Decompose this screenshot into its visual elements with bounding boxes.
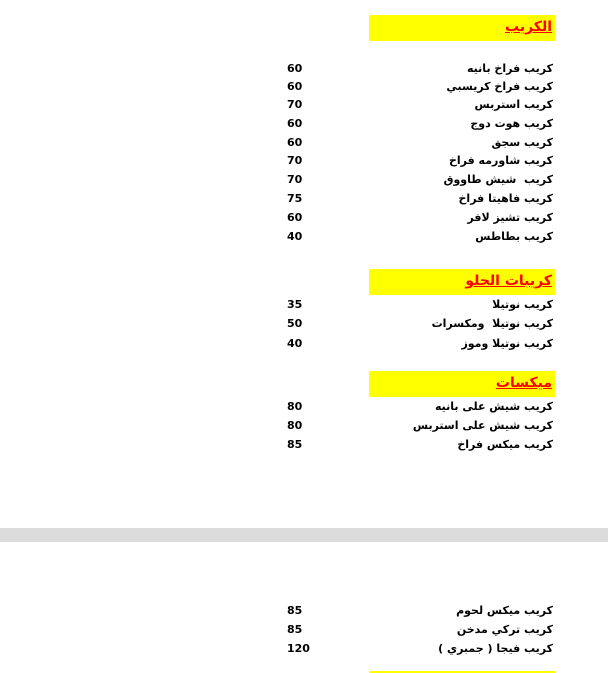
item-name: كريب فاهيتا فراخ	[458, 192, 553, 205]
menu-page-2	[0, 542, 608, 673]
item-price: 75	[287, 192, 303, 205]
item-price: 60	[287, 117, 303, 130]
item-price: 120	[287, 642, 310, 655]
menu-item	[0, 115, 608, 133]
menu-item	[0, 417, 608, 435]
menu-item	[0, 190, 608, 208]
item-name: كريب استربس	[474, 98, 553, 111]
section-header-crepe	[369, 15, 555, 41]
item-name: كريب نوتيلا ومكسرات	[431, 317, 553, 330]
menu-item	[0, 228, 608, 246]
item-name: كريب فراخ بانيه	[467, 62, 553, 75]
item-name: كريب سجق	[491, 136, 553, 149]
menu-item	[0, 602, 608, 620]
item-name: كريب نوتيلا	[492, 298, 553, 311]
menu-item	[0, 335, 608, 353]
item-price: 60	[287, 211, 303, 224]
menu-item	[0, 296, 608, 314]
menu-item	[0, 640, 608, 658]
item-name: كريب شيش على استربس	[412, 419, 553, 432]
item-price: 85	[287, 623, 303, 636]
section-title: كريبات الحلو	[465, 273, 552, 289]
item-name: كريب شيش طاووق	[443, 173, 553, 186]
menu-item	[0, 315, 608, 333]
menu-item	[0, 398, 608, 416]
item-price: 60	[287, 80, 303, 93]
page-separator	[0, 528, 608, 542]
item-price: 80	[287, 400, 303, 413]
section-header-mixes	[369, 371, 555, 397]
section-header-sweet-crepes	[369, 269, 555, 295]
item-name: كريب ميكس لحوم	[456, 604, 553, 617]
menu-item	[0, 209, 608, 227]
item-price: 80	[287, 419, 303, 432]
menu-item	[0, 134, 608, 152]
item-price: 70	[287, 98, 303, 111]
item-name: كريب فيجا ( جمبري )	[438, 642, 553, 655]
menu-item	[0, 60, 608, 78]
item-name: كريب تشيز لافر	[467, 211, 553, 224]
section-title: الكريب	[505, 19, 552, 35]
item-name: كريب بطاطس	[475, 230, 553, 243]
item-price: 35	[287, 298, 303, 311]
item-price: 40	[287, 337, 303, 350]
item-price: 70	[287, 154, 303, 167]
item-price: 60	[287, 136, 303, 149]
item-name: كريب تركي مدخن	[456, 623, 553, 636]
item-price: 85	[287, 604, 303, 617]
menu-item	[0, 436, 608, 454]
menu-item	[0, 621, 608, 639]
section-title: ميكسات	[495, 375, 552, 391]
menu-item	[0, 78, 608, 96]
item-name: كريب شيش على بانيه	[434, 400, 553, 413]
item-name: كريب فراخ كريسبي	[446, 80, 553, 93]
item-name: كريب نوتيلا وموز	[461, 337, 553, 350]
item-price: 40	[287, 230, 303, 243]
item-name: كريب شاورمه فراخ	[448, 154, 553, 167]
item-name: كريب ميكس فراخ	[457, 438, 553, 451]
menu-item	[0, 171, 608, 189]
item-price: 60	[287, 62, 303, 75]
menu-item	[0, 96, 608, 114]
item-price: 70	[287, 173, 303, 186]
menu-item	[0, 152, 608, 170]
item-price: 85	[287, 438, 303, 451]
item-name: كريب هوت دوج	[470, 117, 553, 130]
item-price: 50	[287, 317, 303, 330]
